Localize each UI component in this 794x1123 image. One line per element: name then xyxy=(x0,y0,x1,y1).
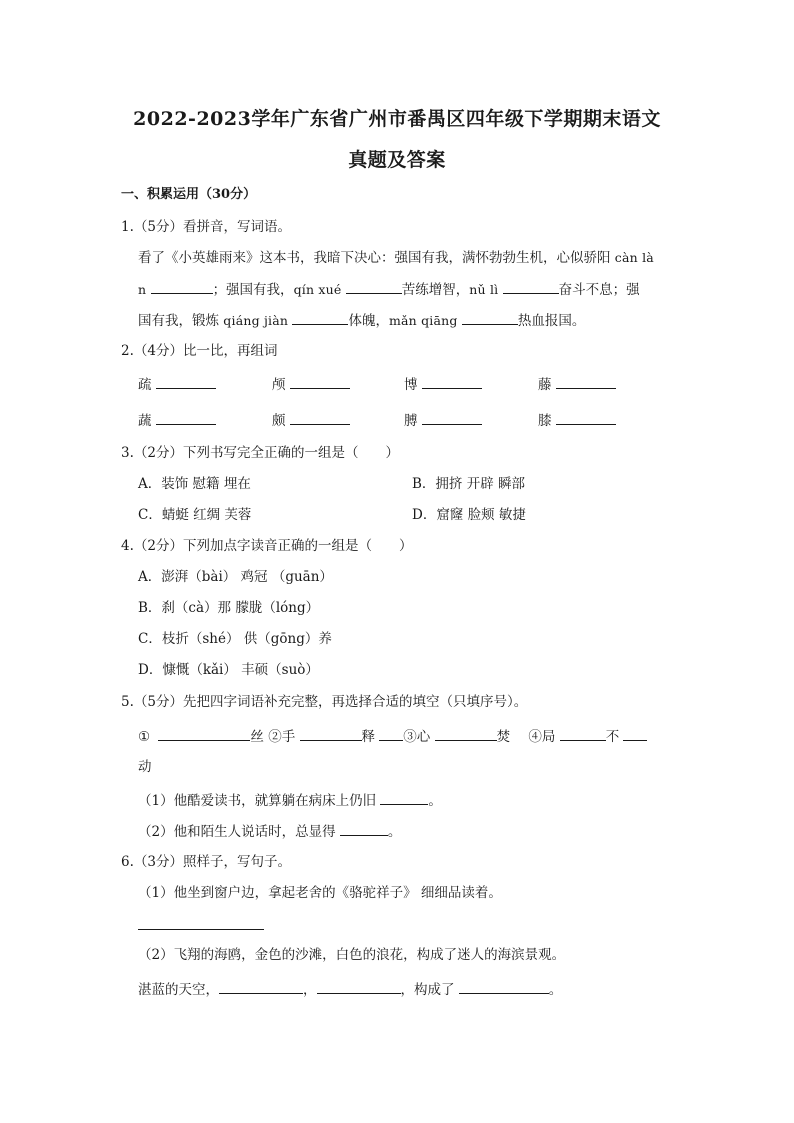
q1-pinyin-nuli: nǔ lì xyxy=(469,282,499,297)
q3-stem: 3.（2分）下列书写完全正确的一组是（ ） xyxy=(121,445,399,461)
q3-option-a[interactable]: A．装饰 慰籍 埋在 xyxy=(138,476,251,492)
q2-char: 颇 xyxy=(272,413,286,429)
q2-blank[interactable] xyxy=(290,374,350,389)
section-heading: 一、积累运用（30分） xyxy=(121,187,257,202)
q1-blank-3[interactable] xyxy=(503,279,559,294)
q3-option-c[interactable]: C．蜻蜓 红绸 芙蓉 xyxy=(138,507,252,523)
document-title-line2: 真题及答案 xyxy=(348,149,446,171)
q2-char: 藤 xyxy=(538,377,552,393)
q5-item-2: ②手 xyxy=(268,729,296,745)
q5-blank-2[interactable] xyxy=(300,726,362,741)
q1-blank-4[interactable] xyxy=(292,310,348,325)
q5-sub1 xyxy=(138,790,442,811)
q2-row2-char4-group xyxy=(538,410,616,431)
q3-option-d[interactable]: D．窟窿 脸颊 敏捷 xyxy=(412,507,526,523)
q1-line3 xyxy=(138,310,585,331)
q5-sub1-end: 。 xyxy=(428,793,442,809)
q6-fill-start: 湛蓝的天空， xyxy=(138,982,219,998)
q1-text-3: 苦练增智， xyxy=(401,282,470,298)
q5-item-2-end: 释 xyxy=(361,729,375,745)
q5-blank-4[interactable] xyxy=(435,726,497,741)
q1-pinyin-qinxue: qín xué xyxy=(293,282,342,297)
q2-char: 膊 xyxy=(404,413,418,429)
q5-stem: 5.（5分）先把四字词语补充完整，再选择合适的填空（只填序号）。 xyxy=(121,694,528,710)
q1-text-6: 体魄， xyxy=(348,313,389,329)
q6-period: 。 xyxy=(548,982,563,998)
q5-sub1-blank[interactable] xyxy=(380,790,428,805)
q5-sub2 xyxy=(138,821,401,842)
q2-blank[interactable] xyxy=(290,410,350,425)
q4-option-d[interactable]: D．慷慨（kǎi） 丰硕（suò） xyxy=(138,662,319,678)
q6-sub1-answer-line[interactable] xyxy=(138,929,264,930)
q2-char: 膝 xyxy=(538,413,552,429)
q1-line2 xyxy=(138,279,640,300)
q6-stem: 6.（3分）照样子，写句子。 xyxy=(121,854,291,870)
q1-blank-5[interactable] xyxy=(462,310,518,325)
q5-sub1-text: （1）他酷爱读书，就算躺在病床上仍旧 xyxy=(138,793,377,809)
q5-blank-5[interactable] xyxy=(560,726,606,741)
q2-stem: 2.（4分）比一比，再组词 xyxy=(121,343,278,359)
q1-blank-2[interactable] xyxy=(346,279,402,294)
q2-char: 颅 xyxy=(272,377,286,393)
q1-pinyin-canlan-end: n xyxy=(138,282,147,297)
q3-option-b[interactable]: B．拥挤 开辟 瞬部 xyxy=(412,476,526,492)
q1-pinyin-qiangjian: qiáng jiàn xyxy=(223,313,289,328)
q2-blank[interactable] xyxy=(156,410,216,425)
q2-char: 蔬 xyxy=(138,413,152,429)
q2-char: 疏 xyxy=(138,377,152,393)
q2-row1-char2-group xyxy=(272,374,350,395)
q6-sub2: （2）飞翔的海鸥，金色的沙滩，白色的浪花，构成了迷人的海滨景观。 xyxy=(138,947,566,963)
q2-blank[interactable] xyxy=(422,374,482,389)
q5-sub2-text: （2）他和陌生人说话时，总显得 xyxy=(138,824,336,840)
q4-option-b[interactable]: B．刹（cà）那 朦胧（lóng） xyxy=(138,600,320,616)
q4-option-a[interactable]: A．澎湃（bài） 鸡冠 （guān） xyxy=(138,569,333,585)
q5-idioms-row xyxy=(138,726,647,747)
q6-sub2-fill xyxy=(138,979,562,1000)
q5-item-1: ① xyxy=(138,729,151,745)
q1-text-7: 热血报国。 xyxy=(517,313,586,329)
q2-blank[interactable] xyxy=(556,410,616,425)
q2-row1-char3-group xyxy=(404,374,482,395)
q5-item-1-end: 丝 xyxy=(250,729,264,745)
q2-row2-char1-group xyxy=(138,410,216,431)
q5-item-3-end: 焚 xyxy=(496,729,511,745)
q5-item-4-mid: 不 xyxy=(605,729,620,745)
q1-text-2: ；强国有我， xyxy=(212,282,294,298)
q5-idioms-wrap: 动 xyxy=(138,759,152,775)
q2-char: 博 xyxy=(404,377,418,393)
q2-blank[interactable] xyxy=(556,374,616,389)
q2-row2-char2-group xyxy=(272,410,350,431)
q4-option-c[interactable]: C．枝折（shé） 供（gōng）养 xyxy=(138,631,332,647)
q6-blank-1[interactable] xyxy=(219,979,303,994)
q6-comma-2: ，构成了 xyxy=(400,982,459,998)
q5-blank-1[interactable] xyxy=(158,726,250,741)
q2-blank[interactable] xyxy=(422,410,482,425)
q5-sub2-end: 。 xyxy=(387,824,402,840)
q5-blank-6[interactable] xyxy=(623,726,647,741)
q1-blank-1[interactable] xyxy=(151,279,213,294)
q1-line1 xyxy=(138,248,654,268)
document-title-line1: 2022-2023学年广东省广州市番禺区四年级下学期期末语文 xyxy=(133,108,661,130)
q1-text-5: 国有我，锻炼 xyxy=(138,313,224,329)
q5-item-4: ④局 xyxy=(528,729,556,745)
q1-pinyin-canlan: càn là xyxy=(614,250,654,265)
q4-stem: 4.（2分）下列加点字读音正确的一组是（ ） xyxy=(121,538,413,554)
q6-sub1: （1）他坐到窗户边，拿起老舍的《骆驼祥子》 细细品读着。 xyxy=(138,885,502,901)
q2-row1-char1-group xyxy=(138,374,216,395)
q1-text-1: 看了《小英雄雨来》这本书，我暗下决心：强国有我，满怀勃勃生机，心似骄阳 xyxy=(138,250,615,266)
q2-row2-char3-group xyxy=(404,410,482,431)
q2-row1-char4-group xyxy=(538,374,616,395)
q5-item-3: ③心 xyxy=(403,729,431,745)
q1-text-4: 奋斗不息；强 xyxy=(558,282,640,298)
q5-sub2-blank[interactable] xyxy=(340,821,388,836)
q6-comma-1: ， xyxy=(303,982,317,998)
q6-blank-2[interactable] xyxy=(317,979,401,994)
q1-pinyin-manqiang: mǎn qiāng xyxy=(388,313,458,328)
q1-stem: 1.（5分）看拼音，写词语。 xyxy=(121,219,291,235)
q5-blank-3[interactable] xyxy=(379,726,403,741)
q6-blank-3[interactable] xyxy=(459,979,549,994)
q2-blank[interactable] xyxy=(156,374,216,389)
